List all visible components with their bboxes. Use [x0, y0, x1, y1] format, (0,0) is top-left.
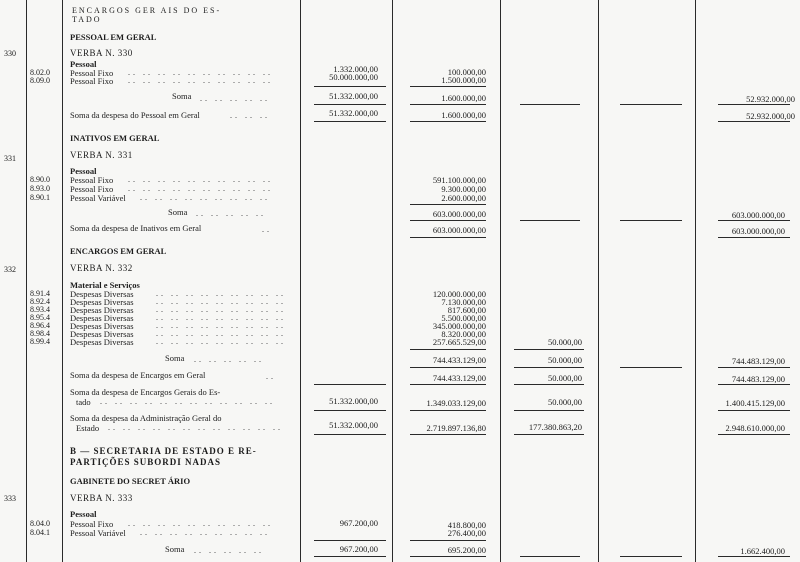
item-label: Despesas Diversas [70, 297, 134, 307]
total-col1: 51.332.000,00 [329, 108, 378, 118]
value-col2: 591.100.000,00 [432, 175, 486, 185]
item-code: 8.02.0 [30, 68, 50, 77]
section-title-330: PESSOAL EM GERAL [70, 32, 157, 42]
item-label: Pessoal Fixo [70, 184, 114, 194]
section-title-333: GABINETE DO SECRET ÁRIO [70, 476, 191, 486]
soma-col6: 744.483.129,00 [731, 356, 785, 366]
total-col2: 603.000.000,00 [432, 225, 486, 235]
eg-col3: 50.000,00 [548, 397, 582, 407]
encargos-gerais-label-2: tado [76, 397, 91, 407]
value-col2: 345.000.000,00 [432, 321, 486, 331]
total-col6: 744.483.129,00 [731, 374, 785, 384]
item-label: Pessoal Variável [70, 193, 126, 203]
leader-dots: .. [262, 225, 272, 234]
ag-col1: 51.332.000,00 [329, 420, 378, 430]
rule [410, 384, 486, 385]
item-label: Pessoal Fixo [70, 175, 114, 185]
rule [314, 104, 386, 105]
leader-dots: .. .. .. .. .. .. .. .. .. .. [128, 76, 273, 85]
leader-dots: .. .. .. .. .. .. .. .. .. [140, 193, 270, 202]
ag-col2: 2.719.897.136,80 [426, 423, 486, 433]
verba-number-330: 330 [4, 49, 16, 58]
total-col6: 603.000.000,00 [731, 226, 785, 236]
total-label-330: Soma da despesa do Pessoal em Geral [70, 110, 200, 120]
rule [718, 384, 790, 385]
item-code: 8.91.4 [30, 289, 50, 298]
rule [520, 220, 580, 221]
leader-dots: .. .. .. .. .. .. .. .. .. .. .. .. [108, 423, 283, 432]
item-code: 8.90.0 [30, 175, 50, 184]
eg-col1: 51.332.000,00 [329, 396, 378, 406]
item-label: Despesas Diversas [70, 337, 134, 347]
item-code: 8.09.0 [30, 76, 50, 85]
double-rule [314, 434, 386, 435]
leader-dots: .. .. .. .. .. .. .. .. .. [156, 305, 286, 314]
item-label: Despesas Diversas [70, 313, 134, 323]
item-label: Pessoal Fixo [70, 76, 114, 86]
rule [718, 410, 790, 411]
leader-dots: .. .. .. .. .. [194, 546, 264, 555]
total-col2: 744.433.129,00 [432, 373, 486, 383]
ag-col3: 177.380.863,20 [528, 422, 582, 432]
item-code: 8.04.1 [30, 528, 50, 537]
verba-label-332: VERBA N. 332 [70, 263, 133, 273]
item-code: 8.96.4 [30, 321, 50, 330]
verba-number-332: 332 [4, 265, 16, 274]
rule [314, 384, 386, 385]
header-line1: ENCARGOS GER AIS DO ES- [72, 6, 222, 15]
rule [718, 220, 790, 221]
section-b-line2: PARTIÇÕES SUBORDI NADAS [70, 457, 222, 467]
column-rule-3 [500, 0, 501, 562]
soma-label: Soma [165, 353, 185, 363]
rule [410, 410, 486, 411]
item-code: 8.93.0 [30, 184, 50, 193]
rule [410, 556, 486, 557]
double-rule [514, 434, 584, 435]
soma-col3: 50.000,00 [548, 355, 582, 365]
double-rule [410, 434, 486, 435]
column-rule-5 [695, 0, 696, 562]
value-col2: 276.400,00 [447, 528, 486, 538]
verba-number-333: 333 [4, 494, 16, 503]
column-rule-2 [392, 0, 393, 562]
rule [514, 384, 584, 385]
double-rule [410, 121, 486, 122]
item-label: Despesas Diversas [70, 289, 134, 299]
rule [314, 556, 386, 557]
verba-number-331: 331 [4, 154, 16, 163]
leader-dots: .. .. .. .. .. .. .. .. .. .. [128, 175, 273, 184]
rule [410, 86, 486, 87]
soma-label: Soma [165, 544, 185, 554]
total-label-332: Soma da despesa de Encargos em Geral [70, 370, 206, 380]
soma-col6: 603.000.000,00 [731, 210, 785, 220]
rule [520, 104, 580, 105]
leader-dots: .. .. .. .. .. .. .. .. .. [156, 313, 286, 322]
double-rule [718, 434, 790, 435]
leader-dots: .. .. .. .. .. [194, 355, 264, 364]
total-col6: 52.932.000,00 [746, 111, 795, 121]
leader-dots: .. .. .. .. .. .. .. .. .. .. [128, 184, 273, 193]
item-code: 8.04.0 [30, 519, 50, 528]
value-col2: 7.130.000,00 [441, 297, 486, 307]
rule [718, 367, 790, 368]
rule [410, 540, 486, 541]
leader-dots: .. .. .. .. .. .. .. .. .. [140, 528, 270, 537]
value-col2: 2.600.000,00 [441, 193, 486, 203]
total-label-331: Soma da despesa de Inativos em Geral [70, 223, 202, 233]
rule [718, 556, 790, 557]
rule [514, 410, 584, 411]
soma-col2: 1.600.000,00 [441, 93, 486, 103]
double-rule [718, 121, 790, 122]
soma-label: Soma [172, 91, 192, 101]
double-rule [718, 237, 790, 238]
value-col1: 1.332.000,00 [333, 64, 378, 74]
item-label: Despesas Diversas [70, 305, 134, 315]
rule [620, 104, 682, 105]
leader-dots: .. .. .. .. .. .. .. .. .. .. .. .. [100, 397, 275, 406]
admin-geral-label-1: Soma da despesa da Administração Geral do [70, 413, 222, 423]
rule [520, 556, 580, 557]
rule [314, 86, 386, 87]
value-col2: 9.300.000,00 [441, 184, 486, 194]
rule [410, 349, 486, 350]
value-col2: 257.665.529,00 [432, 337, 486, 347]
item-code: 8.99.4 [30, 337, 50, 346]
item-code: 8.95.4 [30, 313, 50, 322]
soma-col6: 52.932.000,00 [746, 94, 795, 104]
item-label: Pessoal Fixo [70, 519, 114, 529]
rule [410, 220, 486, 221]
column-rule-1 [300, 0, 301, 562]
encargos-gerais-label-1: Soma da despesa de Encargos Gerais do Es- [70, 387, 221, 397]
soma-col1: 51.332.000,00 [329, 91, 378, 101]
verba-label-330: VERBA N. 330 [70, 48, 133, 58]
section-b-line1: B — SECRETARIA DE ESTADO E RE- [70, 446, 257, 456]
value-col3: 50.000,00 [548, 337, 582, 347]
rule [314, 540, 386, 541]
subhead-331: Pessoal [70, 166, 97, 176]
subhead-333: Pessoal [70, 509, 97, 519]
value-col2: 5.500.000,00 [441, 313, 486, 323]
section-title-331: INATIVOS EM GERAL [70, 133, 160, 143]
leader-dots: .. .. .. [230, 111, 270, 120]
soma-col2: 695.200,00 [447, 545, 486, 555]
rule [314, 410, 386, 411]
verba-label-331: VERBA N. 331 [70, 150, 133, 160]
value-col2: 817.600,00 [447, 305, 486, 315]
soma-col1: 967.200,00 [339, 544, 378, 554]
total-col3: 50.000,00 [548, 373, 582, 383]
verba-label-333: VERBA N. 333 [70, 493, 133, 503]
item-code: 8.90.1 [30, 193, 50, 202]
leader-dots: .. .. .. .. .. .. .. .. .. .. [128, 68, 273, 77]
leader-dots: .. .. .. .. .. .. .. .. .. [156, 329, 286, 338]
section-title-332: ENCARGOS EM GERAL [70, 246, 167, 256]
leader-dots: .. .. .. .. .. [200, 94, 270, 103]
code-column-rule [62, 0, 63, 562]
item-label: Despesas Diversas [70, 329, 134, 339]
leader-dots: .. [266, 372, 276, 381]
total-col2: 1.600.000,00 [441, 110, 486, 120]
admin-geral-label-2: Estado [76, 423, 100, 433]
item-code: 8.92.4 [30, 297, 50, 306]
value-col2: 8.320.000,00 [441, 329, 486, 339]
rule [410, 204, 486, 205]
value-col2: 100.000,00 [447, 67, 486, 77]
eg-col6: 1.400.415.129,00 [725, 398, 785, 408]
rule [514, 349, 584, 350]
leader-dots: .. .. .. .. .. .. .. .. .. [156, 337, 286, 346]
subhead-330: Pessoal [70, 59, 97, 69]
rule [514, 367, 584, 368]
rule [410, 104, 486, 105]
rule [718, 104, 790, 105]
double-rule [314, 121, 386, 122]
item-code: 8.93.4 [30, 305, 50, 314]
value-col2: 1.500.000,00 [441, 75, 486, 85]
rule [410, 367, 486, 368]
value-col2: 418.800,00 [447, 520, 486, 530]
ag-col6: 2.948.610.000,00 [725, 423, 785, 433]
left-margin-rule [26, 0, 27, 562]
leader-dots: .. .. .. .. .. .. .. .. .. [156, 289, 286, 298]
subhead-332: Material e Serviços [70, 280, 140, 290]
value-col2: 120.000.000,00 [432, 289, 486, 299]
column-rule-4 [598, 0, 599, 562]
rule [620, 556, 682, 557]
soma-label: Soma [168, 207, 188, 217]
item-label: Pessoal Fixo [70, 68, 114, 78]
rule [620, 220, 682, 221]
leader-dots: .. .. .. .. .. .. .. .. .. [156, 297, 286, 306]
item-label: Despesas Diversas [70, 321, 134, 331]
item-label: Pessoal Variável [70, 528, 126, 538]
eg-col2: 1.349.033.129,00 [426, 398, 486, 408]
header-line2: TADO [72, 15, 102, 24]
value-col1: 50.000.000,00 [329, 72, 378, 82]
item-code: 8.98.4 [30, 329, 50, 338]
double-rule [410, 237, 486, 238]
leader-dots: .. .. .. .. .. [196, 209, 266, 218]
rule [620, 367, 682, 368]
leader-dots: .. .. .. .. .. .. .. .. .. [156, 321, 286, 330]
soma-col2: 744.433.129,00 [432, 355, 486, 365]
soma-col2: 603.000.000,00 [432, 209, 486, 219]
leader-dots: .. .. .. .. .. .. .. .. .. .. [128, 519, 273, 528]
value-col1: 967.200,00 [339, 518, 378, 528]
soma-col6: 1.662.400,00 [740, 546, 785, 556]
